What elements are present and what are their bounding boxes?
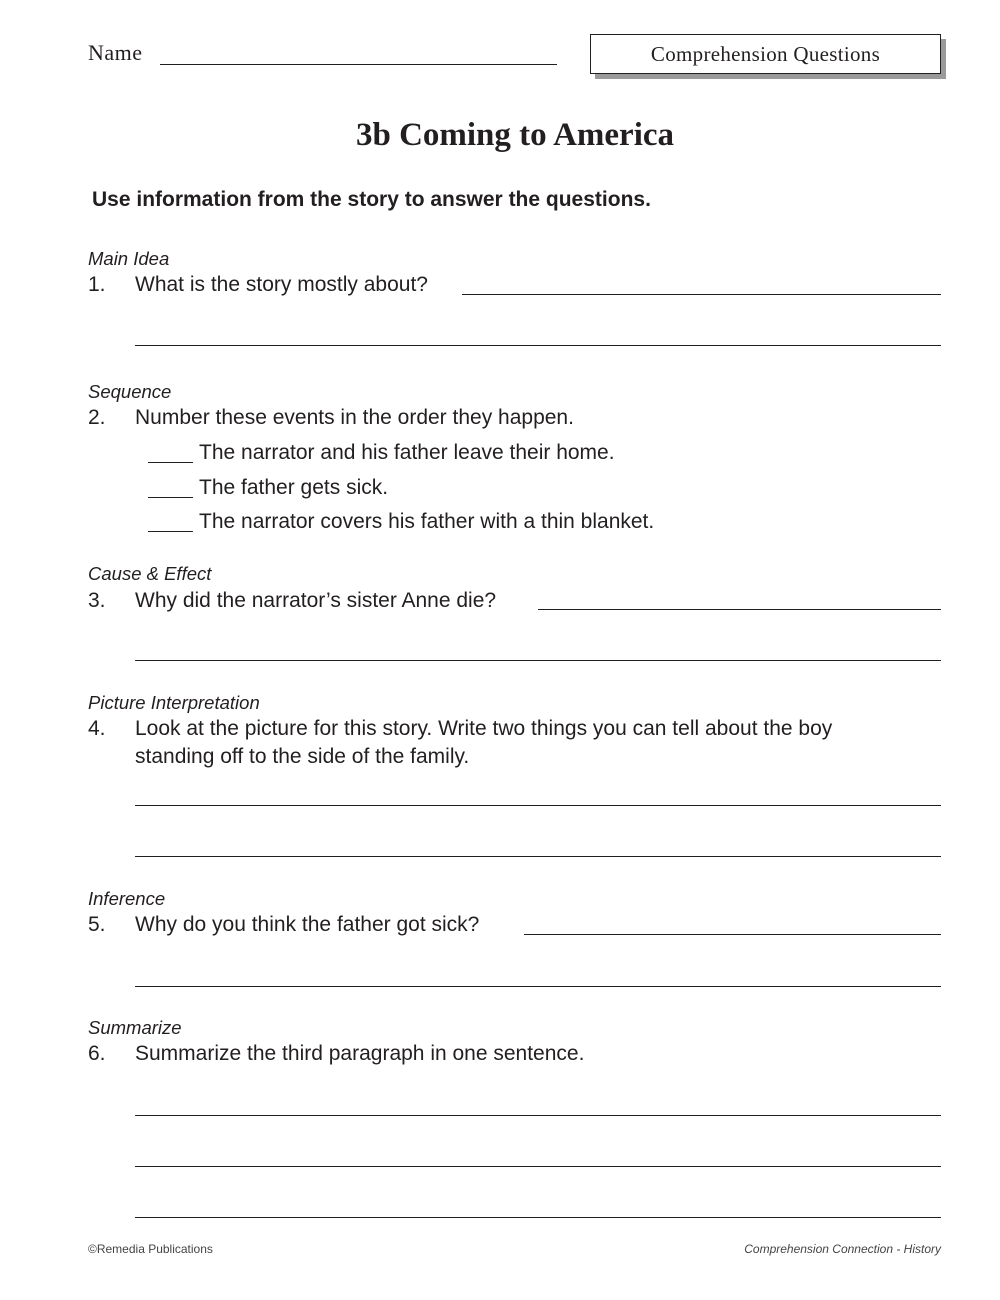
category-cause-effect: Cause & Effect	[88, 563, 212, 584]
name-label: Name	[88, 40, 143, 65]
sequence-blank[interactable]	[148, 497, 193, 498]
answer-line[interactable]	[135, 986, 941, 987]
page-title: 3b Coming to America	[355, 117, 675, 153]
answer-line[interactable]	[135, 345, 941, 346]
answer-line[interactable]	[135, 805, 941, 806]
question-number: 2.	[88, 406, 106, 429]
question-text: What is the story mostly about?	[135, 273, 428, 296]
answer-line[interactable]	[524, 934, 941, 935]
category-inference: Inference	[88, 888, 166, 909]
answer-line[interactable]	[135, 1115, 941, 1116]
answer-line[interactable]	[135, 856, 941, 857]
category-summarize: Summarize	[88, 1017, 182, 1038]
question-number: 5.	[88, 913, 106, 936]
answer-line[interactable]	[462, 294, 941, 295]
section-tag-label: Comprehension Questions	[650, 41, 881, 66]
footer-copyright: ©Remedia Publications	[88, 1242, 213, 1256]
sequence-event: The narrator covers his father with a thin blanket.	[199, 510, 655, 533]
question-number: 4.	[88, 717, 106, 740]
answer-line[interactable]	[538, 609, 941, 610]
sequence-blank[interactable]	[148, 531, 193, 532]
footer-series: Comprehension Connection - History	[744, 1242, 941, 1256]
section-tag	[590, 34, 941, 74]
answer-line[interactable]	[135, 660, 941, 661]
question-text: Look at the picture for this story. Write two things you can tell about the boy	[135, 717, 833, 740]
sequence-event: The father gets sick.	[199, 476, 389, 499]
instructions: Use information from the story to answer the questions.	[92, 188, 651, 211]
question-number: 6.	[88, 1042, 106, 1065]
sequence-event: The narrator and his father leave their home.	[199, 441, 615, 464]
question-text: Number these events in the order they happen.	[135, 406, 574, 429]
category-main-idea: Main Idea	[88, 248, 170, 269]
question-text: Why did the narrator’s sister Anne die?	[135, 589, 497, 612]
answer-line[interactable]	[135, 1166, 941, 1167]
question-text: Why do you think the father got sick?	[135, 913, 480, 936]
category-picture-interpretation: Picture Interpretation	[88, 692, 260, 713]
question-number: 1.	[88, 273, 106, 296]
question-number: 3.	[88, 589, 106, 612]
sequence-blank[interactable]	[148, 462, 193, 463]
name-field[interactable]	[160, 64, 557, 65]
question-text: Summarize the third paragraph in one sentence.	[135, 1042, 585, 1065]
category-sequence: Sequence	[88, 381, 172, 402]
question-text-continued: standing off to the side of the family.	[135, 745, 470, 768]
answer-line[interactable]	[135, 1217, 941, 1218]
